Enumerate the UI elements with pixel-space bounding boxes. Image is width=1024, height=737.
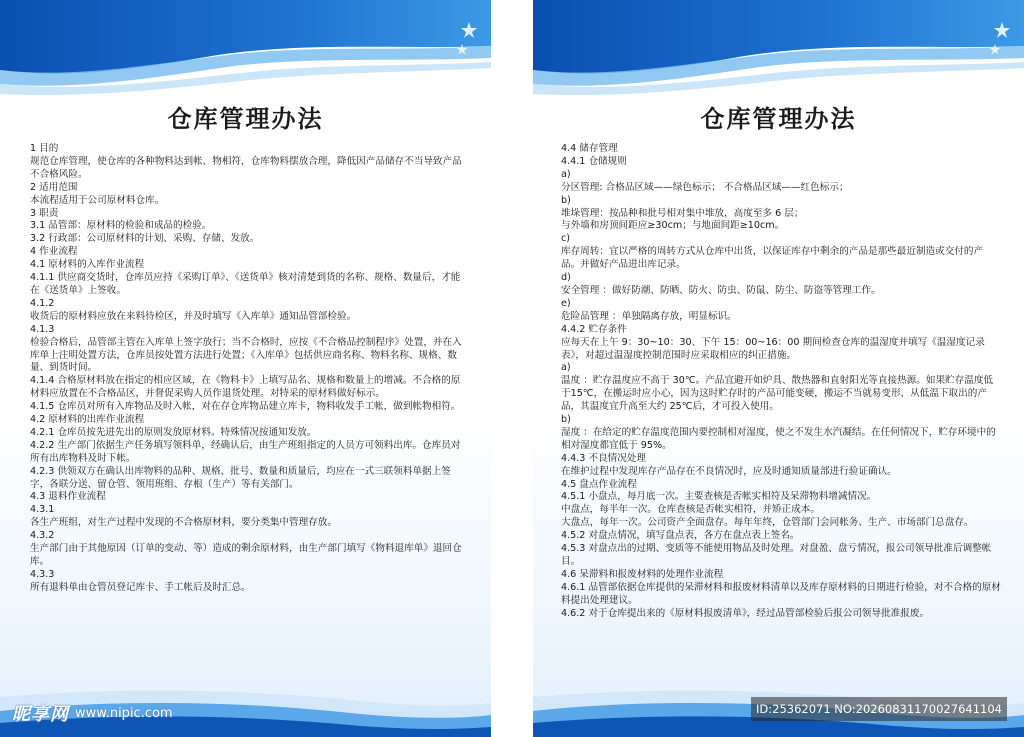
text-line: 生产部门由于其他原因（订单的变动、等）造成的剩余原材料，由生产部门填写《物料退库单》退回仓库。 [30,543,462,567]
text-line: 本流程适用于公司原材料仓库。 [30,194,165,206]
text-line: 4.1 原材料的入库作业流程 [30,259,145,271]
text-line: 4.6 呆滞料和报废材料的处理作业流程 [561,568,724,580]
text-line: 在维护过程中发现库存产品存在不良情况时，应及时通知质量部进行验证确认。 [561,465,897,477]
text-line: 安全管理 ：做好防潮、防晒、防火、防虫、防鼠、防尘、防盗等管理工作。 [561,284,881,296]
text-line: 湿度 ：在给定的贮存温度范围内要控制相对湿度，使之不发生水汽凝结。在任何情况下，贮存环境中的相对湿度都宜低于 95%。 [561,426,996,451]
page-title: 仓库管理办法 [700,105,857,133]
text-line: 所有退料单由仓管员登记库卡、手工帐后及时汇总。 [30,581,251,593]
text-line: 4.6.1 品管部依据仓库提供的呆滞材料和报废材料清单以及库存原材料的日期进行检验，对不合格的原材料提出处理建议。 [561,581,1001,606]
text-line: b) [561,414,571,426]
text-line: 4.1.1 供应商交货时，仓库员应持《采购订单》、《送货单》核对清楚到货的名称、规格、数量后，才能在《送货单》上签收。 [30,272,461,296]
text-line: 2 适用范围 [30,181,78,193]
text-line: 4.3.1 [30,504,55,516]
page-title: 仓库管理办法 [167,105,324,133]
text-line: 4.5.3 对盘点出的过期、变质等不能使用物品及时处理。对盘盈、盘亏情况，报公司领导批准后调整帐目。 [561,543,992,567]
text-line: 4.4 储存管理 [561,143,618,154]
text-line: 3 职责 [30,207,59,219]
text-line: 3.2 行政部：公司原材料的计划、采购、存储、发放。 [30,233,260,245]
text-line: 4.3 退料作业流程 [30,491,106,503]
text-line: 3.1 品管部：原材料的检验和成品的检验。 [30,220,212,232]
left-page [0,0,491,737]
image-id-label: ID:25362071 NO:20260831170027641104 [751,697,1007,721]
text-line: 4.4.1 仓储规则 [561,155,627,167]
text-line: 大盘点，每年一次。公司资产全面盘存。每年年终，仓管部门会同帐务、生产、市场部门总盘存。 [561,517,974,529]
text-line: 4.1.3 [30,323,55,335]
text-line: 4 作业流程 [30,246,78,258]
text-line: 4.2.2 生产部门依据生产任务填写领料单，经确认后，由生产班组指定的人员方可领料出库。仓库员对所有出库物料及时下帐。 [30,439,461,464]
text-line: 温度 ：贮存温度应不高于 30℃。产品宜避开如炉具、散热器和直射阳光等直接热源。如果贮存温度低于15℃，在搬运时应小心，因为这时贮存时的产品可能变硬，搬运不当就易变形，从低温下取出的产品，其温度宜升高至大约 25℃后，才可投入使用。 [561,375,994,413]
text-line: a) [561,168,571,180]
text-line: 4.3.2 [30,530,55,542]
document-body [561,143,1001,621]
text-line: 4.5 盘点作业流程 [561,478,637,490]
text-line: 检验合格后，品管部主管在入库单上签字放行；当不合格时，应按《不合格品控制程序》处置，并在入库单上注明处置方法，仓库员按处置方法进行处置；《入库单》包括供应商名称、物料名称、规格、数量、到货时间。 [30,336,462,374]
text-line: 4.4.2 贮存条件 [561,323,627,335]
text-line: 库存周转：宜以严格的周转方式从仓库中出货，以保证库存中剩余的产品是那些最近制造或交付的产品。并做好产品进出库记录。 [561,246,984,271]
text-line: a) [561,362,571,374]
text-line: 4.2 原材料的出库作业流程 [30,414,145,426]
text-line: 危险品管理 ：单独隔离存放，明显标识。 [561,310,737,322]
text-line: 4.2.3 供领双方在确认出库物料的品种、规格、批号、数量和质量后，均应在一式三联领料单据上签字，各联分送、留仓管、领用班组、存根（生产）等有关部门。 [30,465,451,490]
text-line: e) [561,297,571,309]
text-line: c) [561,233,571,245]
right-page [533,0,1024,737]
text-line: d) [561,272,571,284]
text-line: 4.1.5 仓库员对所有入库物品及时入帐，对在存仓库物品建立库卡，物料收发手工帐，做到帐物相符。 [30,401,461,413]
text-line: 4.3.3 [30,568,55,580]
document-body [30,143,468,595]
text-line: 4.2.1 仓库员按先进先出的原则发放原材料。特殊情况按通知发放。 [30,426,317,438]
text-line: 分区管理: 合格品区域——绿色标示； 不合格品区域——红色标示； [561,181,849,193]
top-wave-banner [0,0,491,96]
text-line: 4.5.2 对盘点情况，填写盘点表，各方在盘点表上签名。 [561,530,800,542]
text-line: b) [561,194,571,206]
watermark [12,700,173,726]
text-line: 中盘点，每半年一次。仓库查核是否帐实相符，并矫正成本。 [561,504,821,516]
text-line: 应每天在上午 9：30~10：30、下午 15：00~16：00 期间检查仓库的温湿度并填写《温湿度记录表》，对超过温湿度控制范围时应采取相应的纠正措施。 [561,336,985,361]
text-line: 规范仓库管理，使仓库的各种物料达到帐、物相符，仓库物料摆放合理，降低因产品储存不当导致产品不合格风险。 [30,155,462,180]
top-wave-banner [533,0,1024,96]
text-line: 1 目的 [30,143,59,154]
text-line: 4.6.2 对于仓库提出来的《原材料报废清单》，经过品管部检验后报公司领导批准报废。 [561,607,930,619]
text-line: 4.1.2 [30,297,55,309]
text-line: 与外墙和房顶间距应≥30cm；与地面间距≥10cm。 [561,220,785,232]
watermark-brand: 昵享网 [12,704,69,725]
text-line: 4.4.3 不良情况处理 [561,452,647,464]
text-line: 堆垛管理：按品种和批号相对集中堆放，高度至多 6 层； [561,207,804,219]
text-line: 各生产班组，对生产过程中发现的不合格原材料，要分类集中管理存放。 [30,517,337,529]
text-line: 4.1.4 合格原材料放在指定的相应区域，在《物料卡》上填写品名、规格和数量上的增减。不合格的原材料应放置在不合格品区，并督促采购人员作退货处理。对特采的原材料做好标示。 [30,375,461,400]
watermark-url: www.nipic.com [75,705,173,721]
text-line: 4.5.1 小盘点，每月底一次。主要查核是否帐实相符及呆滞物料增减情况。 [561,491,877,503]
text-line: 收货后的原材料应放在来料待检区，并及时填写《入库单》通知品管部检验。 [30,310,357,322]
